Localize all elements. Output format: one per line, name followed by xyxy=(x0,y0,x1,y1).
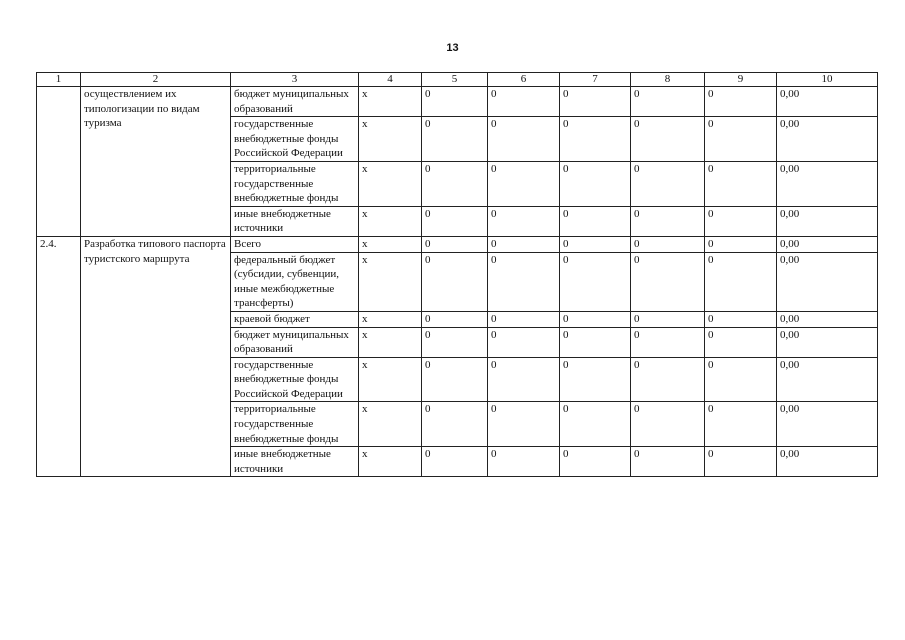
value-cell: 0,00 xyxy=(777,117,878,162)
value-cell: 0,00 xyxy=(777,447,878,477)
value-cell: 0 xyxy=(631,402,705,447)
value-cell: 0 xyxy=(705,357,777,402)
value-cell: 0 xyxy=(631,206,705,236)
value-cell: x xyxy=(359,447,422,477)
header-cell: 4 xyxy=(359,73,422,87)
header-cell: 6 xyxy=(488,73,560,87)
row-number-cell: 2.4. xyxy=(37,236,81,477)
value-cell: 0 xyxy=(422,117,488,162)
header-row xyxy=(37,73,878,87)
value-cell: 0 xyxy=(705,161,777,206)
value-cell: 0 xyxy=(705,236,777,252)
value-cell: x xyxy=(359,327,422,357)
funding-source-cell: территориальные государственные внебюджетные фонды xyxy=(231,161,359,206)
value-cell: 0 xyxy=(422,447,488,477)
funding-source-cell: территориальные государственные внебюджетные фонды xyxy=(231,402,359,447)
value-cell: 0 xyxy=(631,311,705,327)
value-cell: 0 xyxy=(631,117,705,162)
value-cell: 0 xyxy=(488,402,560,447)
value-cell: 0 xyxy=(560,206,631,236)
value-cell: 0 xyxy=(560,357,631,402)
value-cell: 0 xyxy=(488,87,560,117)
value-cell: 0 xyxy=(705,117,777,162)
header-cell: 10 xyxy=(777,73,878,87)
value-cell: 0,00 xyxy=(777,87,878,117)
value-cell: 0 xyxy=(488,327,560,357)
value-cell: x xyxy=(359,87,422,117)
value-cell: 0 xyxy=(631,252,705,311)
value-cell: 0 xyxy=(488,252,560,311)
value-cell: 0 xyxy=(631,447,705,477)
value-cell: 0 xyxy=(422,252,488,311)
header-cell: 2 xyxy=(81,73,231,87)
value-cell: x xyxy=(359,236,422,252)
value-cell: 0 xyxy=(705,87,777,117)
value-cell: 0 xyxy=(560,447,631,477)
value-cell: x xyxy=(359,252,422,311)
value-cell: 0 xyxy=(631,161,705,206)
funding-source-cell: государственные внебюджетные фонды Российской Федерации xyxy=(231,357,359,402)
value-cell: 0 xyxy=(705,206,777,236)
value-cell: 0 xyxy=(488,117,560,162)
header-cell: 8 xyxy=(631,73,705,87)
value-cell: 0 xyxy=(422,87,488,117)
value-cell: 0 xyxy=(631,87,705,117)
value-cell: 0 xyxy=(705,402,777,447)
value-cell: 0,00 xyxy=(777,236,878,252)
value-cell: 0,00 xyxy=(777,252,878,311)
value-cell: 0 xyxy=(488,311,560,327)
header-cell: 1 xyxy=(37,73,81,87)
value-cell: 0 xyxy=(560,161,631,206)
value-cell: 0 xyxy=(705,447,777,477)
value-cell: 0 xyxy=(488,236,560,252)
page-number: 13 xyxy=(446,42,459,54)
funding-source-cell: бюджет муниципальных образований xyxy=(231,327,359,357)
value-cell: x xyxy=(359,357,422,402)
header-cell: 5 xyxy=(422,73,488,87)
header-cell: 3 xyxy=(231,73,359,87)
value-cell: 0 xyxy=(422,236,488,252)
value-cell: 0 xyxy=(422,402,488,447)
value-cell: 0 xyxy=(705,327,777,357)
value-cell: 0,00 xyxy=(777,402,878,447)
value-cell: 0,00 xyxy=(777,311,878,327)
value-cell: 0 xyxy=(560,252,631,311)
value-cell: 0 xyxy=(560,311,631,327)
activity-name-cell: осуществлением их типологизации по видам туризма xyxy=(81,87,231,237)
table-body xyxy=(37,73,878,477)
value-cell: 0 xyxy=(488,357,560,402)
funding-source-cell: Всего xyxy=(231,236,359,252)
value-cell: 0 xyxy=(705,311,777,327)
header-cell: 9 xyxy=(705,73,777,87)
funding-source-cell: бюджет муниципальных образований xyxy=(231,87,359,117)
activity-name-cell: Разработка типового паспорта туристского маршрута xyxy=(81,236,231,477)
value-cell: 0 xyxy=(560,402,631,447)
row-number-cell xyxy=(37,87,81,237)
funding-source-cell: федеральный бюджет (субсидии, субвенции, иные межбюджетные трансферты) xyxy=(231,252,359,311)
value-cell: 0 xyxy=(560,327,631,357)
value-cell: 0 xyxy=(631,357,705,402)
value-cell: 0 xyxy=(705,252,777,311)
value-cell: x xyxy=(359,117,422,162)
value-cell: 0 xyxy=(631,327,705,357)
value-cell: x xyxy=(359,402,422,447)
value-cell: 0,00 xyxy=(777,327,878,357)
value-cell: 0,00 xyxy=(777,206,878,236)
table-row xyxy=(37,87,878,117)
value-cell: 0 xyxy=(560,236,631,252)
value-cell: 0 xyxy=(560,117,631,162)
value-cell: x xyxy=(359,206,422,236)
value-cell: 0,00 xyxy=(777,161,878,206)
value-cell: 0,00 xyxy=(777,357,878,402)
value-cell: 0 xyxy=(422,161,488,206)
value-cell: 0 xyxy=(631,236,705,252)
value-cell: 0 xyxy=(488,161,560,206)
value-cell: 0 xyxy=(422,311,488,327)
funding-source-cell: иные внебюджетные источники xyxy=(231,206,359,236)
budget-table xyxy=(36,72,878,477)
funding-source-cell: иные внебюджетные источники xyxy=(231,447,359,477)
value-cell: 0 xyxy=(560,87,631,117)
value-cell: 0 xyxy=(488,447,560,477)
value-cell: 0 xyxy=(488,206,560,236)
value-cell: 0 xyxy=(422,327,488,357)
funding-source-cell: государственные внебюджетные фонды Российской Федерации xyxy=(231,117,359,162)
value-cell: x xyxy=(359,161,422,206)
value-cell: 0 xyxy=(422,357,488,402)
value-cell: x xyxy=(359,311,422,327)
table-row xyxy=(37,236,878,252)
funding-source-cell: краевой бюджет xyxy=(231,311,359,327)
header-cell: 7 xyxy=(560,73,631,87)
value-cell: 0 xyxy=(422,206,488,236)
